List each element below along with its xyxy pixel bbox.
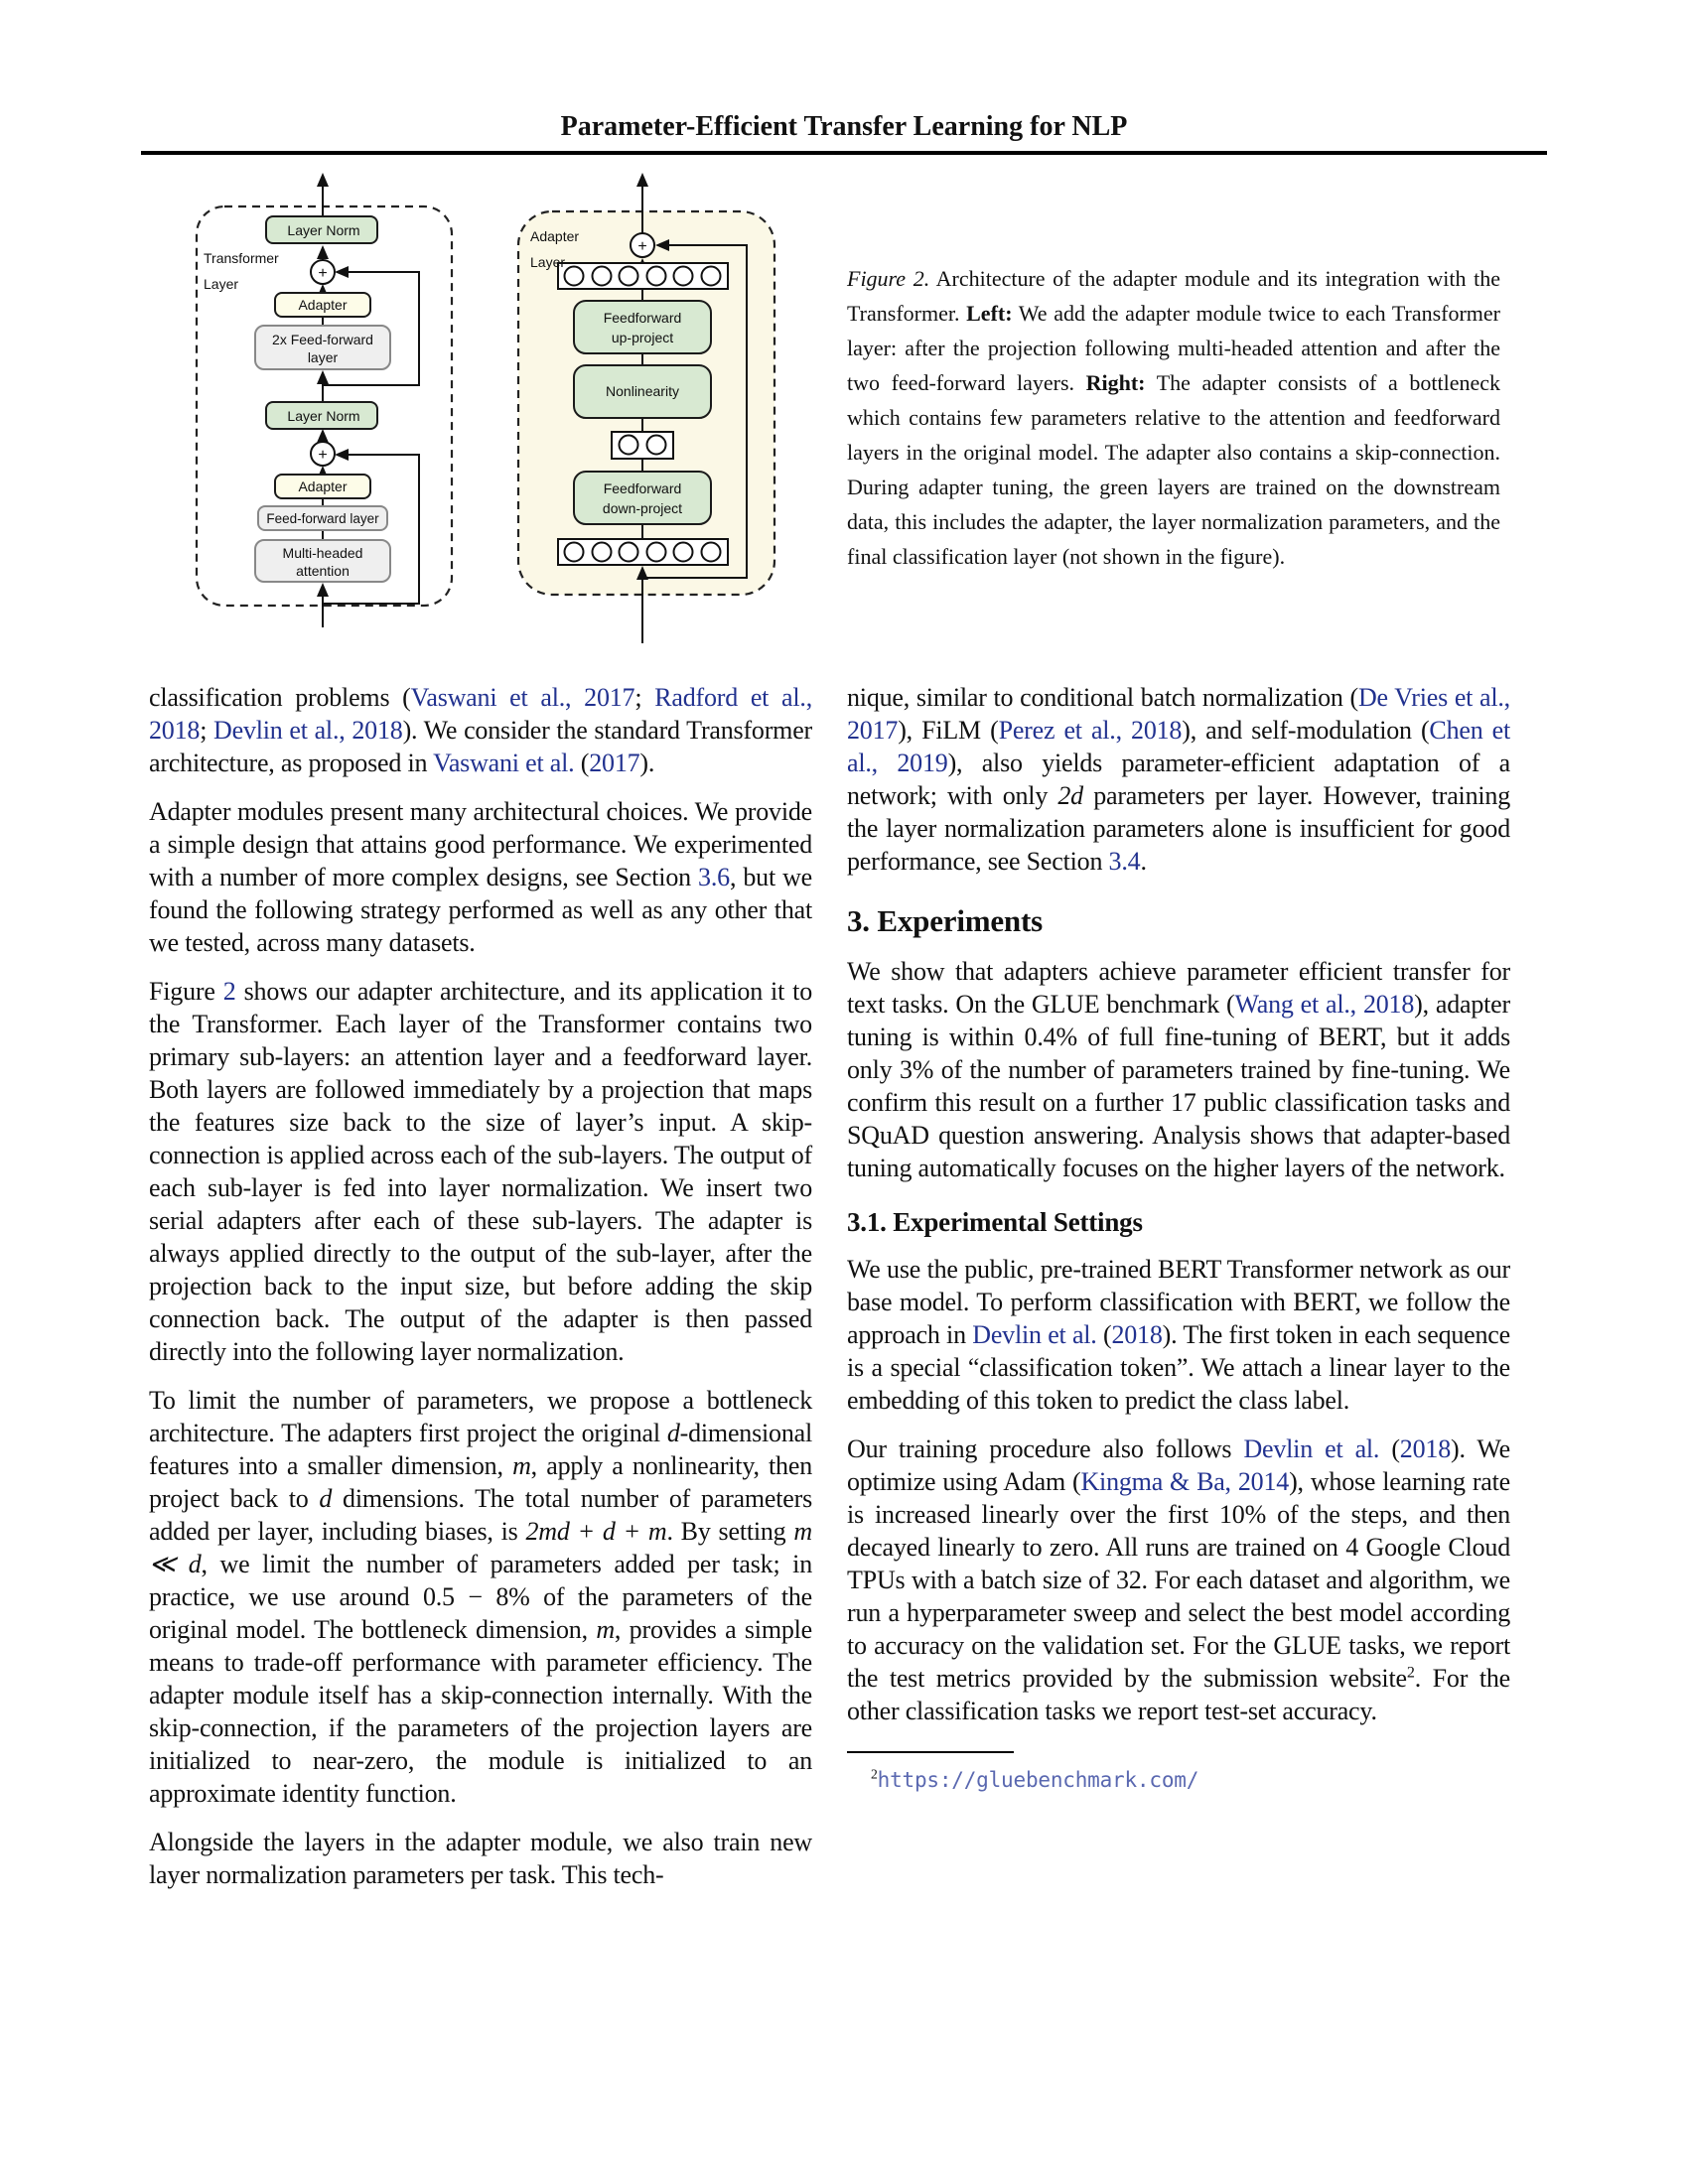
feedforward-down-project-box xyxy=(574,472,711,524)
feedforward-up-project-label: up-project xyxy=(611,330,674,345)
text-run: ). xyxy=(639,749,655,777)
feature-node xyxy=(647,267,666,286)
text-run: ; xyxy=(200,716,214,745)
citation-link[interactable]: Devlin et al. xyxy=(1243,1434,1380,1463)
feature-node xyxy=(674,543,693,562)
text-run: ). We consider the standard Transformer architecture, as proposed in xyxy=(149,716,812,777)
text-run: shows our adapter architecture, and its application it to the Transformer. Each layer of the Transformer contains two primary sub-layers: an attention layer and a feedforward layer. Both layers are followed immediately by a projection that maps the features size back to the size of layer’s input. A skip-connection is applied across each of the sub-layers. The output of each sub-layer is fed into layer normalization. We insert two serial adapters after each of these sub-layers. The adapter is always applied directly to the output of the sub-layer, after the projection back to the input size, but before adding the skip connection back. The output of the adapter is then passed directly into the following layer normalization. xyxy=(149,977,812,1366)
footnote-rule xyxy=(847,1751,1014,1753)
citation-link[interactable]: Vaswani et al. xyxy=(433,749,575,777)
math-run: m ≪ d xyxy=(149,1517,812,1578)
text-run: . By setting xyxy=(666,1517,794,1546)
citation-link[interactable]: Vaswani et al., 2017 xyxy=(410,683,635,712)
header-rule xyxy=(141,151,1547,155)
feedforward-up-project-label: Feedforward xyxy=(603,310,682,326)
feed-forward-2x-label: layer xyxy=(307,349,339,365)
math-run: 2md + d + m xyxy=(525,1517,667,1546)
citation-link[interactable]: Wang et al., 2018 xyxy=(1234,990,1415,1019)
running-title: Parameter-Efficient Transfer Learning for NLP xyxy=(560,111,1128,142)
bold-run: Right: xyxy=(1085,370,1146,395)
text-run: The adapter consists of a bottleneck which contains few parameters relative to the attention and feedforward layers in the original model. The adapter also contains a skip-connection. During adapter tuning, the green layers are trained on the downstream data, this includes the adapter, the layer normalization parameters, and the final classification layer (not shown in the figure). xyxy=(847,370,1501,569)
layer-norm-label: Layer Norm xyxy=(287,222,360,238)
feature-node xyxy=(647,436,666,455)
body-paragraph xyxy=(847,1253,1510,1417)
text-run: , but we found the following strategy performed as well as any other that we tested, across many datasets. xyxy=(149,863,812,957)
citation-link[interactable]: 2017 xyxy=(589,749,640,777)
footnote-url[interactable]: https://gluebenchmark.com/ xyxy=(877,1768,1199,1792)
citation-link[interactable]: De Vries et al., 2017 xyxy=(847,683,1510,745)
transformer-layer-caption: Transformer xyxy=(204,250,279,266)
feed-forward-label: Feed-forward layer xyxy=(266,511,379,526)
plus-icon: + xyxy=(318,265,328,282)
feedforward-down-project-label: Feedforward xyxy=(603,480,682,496)
adapter-layer-caption: Adapter xyxy=(530,228,580,244)
superscript-marker: 2 xyxy=(871,1766,878,1782)
text-run: Alongside the layers in the adapter module, we also train new layer normalization parameters per task. This tech- xyxy=(149,1828,812,1889)
text-run: ), FiLM ( xyxy=(898,716,999,745)
body-paragraph xyxy=(847,955,1510,1184)
text-run: ( xyxy=(1379,1434,1400,1463)
text-run: . xyxy=(1140,847,1147,876)
right-column xyxy=(847,681,1510,1797)
math-run: m xyxy=(512,1451,531,1480)
adapter-label: Adapter xyxy=(298,297,348,313)
text-run: , apply a nonlinearity, then project back to xyxy=(149,1451,812,1513)
adapter-layer-caption: Layer xyxy=(530,254,566,270)
text-run: . For the other classification tasks we report test-set accuracy. xyxy=(847,1664,1510,1725)
citation-link[interactable]: Perez et al., 2018 xyxy=(998,716,1183,745)
text-run: Our training procedure also follows xyxy=(847,1434,1244,1463)
feedforward-down-project-label: down-project xyxy=(602,500,683,516)
text-run: ), adapter tuning is within 0.4% of full fine-tuning of BERT, but it adds only 3% of the number of parameters trained by fine-tuning. We confirm this result on a further 17 public classification tasks and SQuAD question answering. Analysis shows that adapter-based tuning automatically focuses on the higher layers of the network. xyxy=(847,990,1510,1182)
transformer-layer-diagram xyxy=(182,162,468,636)
nonlinearity-label: Nonlinearity xyxy=(606,383,679,399)
text-run: We add the adapter module twice to each Transformer layer: after the projection following multi-headed attention and after the two feed-forward layers. xyxy=(847,301,1500,395)
multi-headed-attention-label: Multi-headed xyxy=(282,545,363,561)
feed-forward-2x-label: 2x Feed-forward xyxy=(272,332,373,347)
text-run: ( xyxy=(1096,1320,1112,1349)
text-run: Architecture of the adapter module and its integration with the Transformer. xyxy=(847,266,1501,326)
text-run: 3. Experiments xyxy=(847,903,1043,938)
body-paragraph xyxy=(149,795,812,959)
text-run: dimensions. The total number of parameters added per layer, including biases, is xyxy=(149,1484,812,1546)
feedforward-up-project-box xyxy=(574,301,711,353)
feature-node xyxy=(674,267,693,286)
text-run: Figure xyxy=(149,977,223,1006)
feature-node xyxy=(565,543,584,562)
superscript-marker: 2 xyxy=(1406,1664,1415,1682)
citation-link[interactable]: 2 xyxy=(222,977,236,1006)
citation-link[interactable]: Chen et al., 2019 xyxy=(847,716,1510,777)
layer-norm-label: Layer Norm xyxy=(287,408,360,424)
citation-link[interactable]: Radford et al., 2018 xyxy=(149,683,812,745)
citation-link[interactable]: 2018 xyxy=(1399,1434,1451,1463)
text-run: nique, similar to conditional batch normalization ( xyxy=(847,683,1358,712)
adapter-label: Adapter xyxy=(298,478,348,494)
section-heading xyxy=(847,1206,1510,1238)
section-heading xyxy=(847,903,1510,939)
text-run: To limit the number of parameters, we propose a bottleneck architecture. The adapters first project the original xyxy=(149,1386,812,1447)
text-run: ; xyxy=(634,683,655,712)
feature-node xyxy=(702,543,721,562)
left-column xyxy=(149,681,812,1907)
figure-caption xyxy=(847,261,1500,574)
text-run: Adapter modules present many architectural choices. We provide a simple design that attains good performance. We experimented with a number of more complex designs, see Section xyxy=(149,797,812,891)
right-column-blocks xyxy=(847,681,1510,1727)
bold-run: Left: xyxy=(966,301,1013,326)
text-run: parameters per layer. However, training the layer normalization parameters alone is insufficient for good performance, see Section xyxy=(847,781,1510,876)
footnote xyxy=(847,1751,1510,1797)
feature-node xyxy=(620,543,638,562)
math-run: 2d xyxy=(1057,781,1083,810)
math-run: m xyxy=(596,1615,615,1644)
body-paragraph xyxy=(149,1384,812,1810)
adapter-layer-diagram xyxy=(494,162,784,650)
feature-node xyxy=(620,436,638,455)
text-run: ), whose learning rate is increased linearly over the first 10% of the steps, and then decayed linearly to zero. All runs are trained on 4 Google Cloud TPUs with a batch size of 32. For each dataset and algorithm, we run a hyperparameter sweep and select the best model according to accuracy on the validation set. For the GLUE tasks, we report the test metrics provided by the submission website xyxy=(847,1467,1510,1693)
citation-link[interactable]: 3.4 xyxy=(1108,847,1141,876)
text-run: ). The first token in each sequence is a special “classification token”. We attach a linear layer to the embedding of this token to predict the class label. xyxy=(847,1320,1510,1415)
multi-headed-attention-label: attention xyxy=(296,563,350,579)
italic-run: Figure 2. xyxy=(847,266,930,291)
text-run: ( xyxy=(574,749,590,777)
text-run: , provides a simple means to trade-off performance with parameter efficiency. The adapter module itself has a skip-connection internally. With the skip-connection, if the parameters of the projection layers are initialized to near-zero, the module is initialized to an approximate identity function. xyxy=(149,1615,813,1808)
text-run: , we limit the number of parameters added per task; in practice, we use around 0.5 − 8% of the parameters of the original model. The bottleneck dimension, xyxy=(149,1550,812,1644)
feature-node xyxy=(593,543,612,562)
plus-icon: + xyxy=(637,238,647,255)
text-run: ), also yields parameter-efficient adaptation of a network; with only xyxy=(847,749,1510,810)
feature-node xyxy=(565,267,584,286)
citation-link[interactable]: Kingma & Ba, 2014 xyxy=(1080,1467,1290,1496)
text-run: We use the public, pre-trained BERT Transformer network as our base model. To perform classification with BERT, we follow the approach in xyxy=(847,1255,1510,1349)
body-paragraph xyxy=(149,1826,812,1891)
transformer-layer-caption: Layer xyxy=(204,276,239,292)
feature-node xyxy=(647,543,666,562)
text-run: ). We optimize using Adam ( xyxy=(847,1434,1510,1496)
body-paragraph xyxy=(847,681,1510,878)
citation-link[interactable]: 2018 xyxy=(1111,1320,1163,1349)
text-run: -dimensional features into a smaller dimension, xyxy=(149,1419,812,1480)
text-run: ), and self-modulation ( xyxy=(1182,716,1430,745)
body-paragraph xyxy=(149,681,812,779)
feature-node xyxy=(593,267,612,286)
body-paragraph xyxy=(847,1433,1510,1727)
citation-link[interactable]: 3.6 xyxy=(698,863,730,891)
math-run: d xyxy=(666,1419,680,1447)
citation-link[interactable]: Devlin et al. xyxy=(972,1320,1097,1349)
body-paragraph xyxy=(149,975,812,1368)
plus-icon: + xyxy=(318,447,328,464)
feature-node xyxy=(620,267,638,286)
feature-node xyxy=(702,267,721,286)
citation-link[interactable]: Devlin et al., 2018 xyxy=(213,716,403,745)
text-run: classification problems ( xyxy=(149,683,411,712)
text-run: 3.1. Experimental Settings xyxy=(847,1207,1143,1237)
math-run: d xyxy=(319,1484,333,1513)
text-run: We show that adapters achieve parameter efficient transfer for text tasks. On the GLUE benchmark ( xyxy=(847,957,1510,1019)
footnote-text xyxy=(847,1763,1510,1797)
